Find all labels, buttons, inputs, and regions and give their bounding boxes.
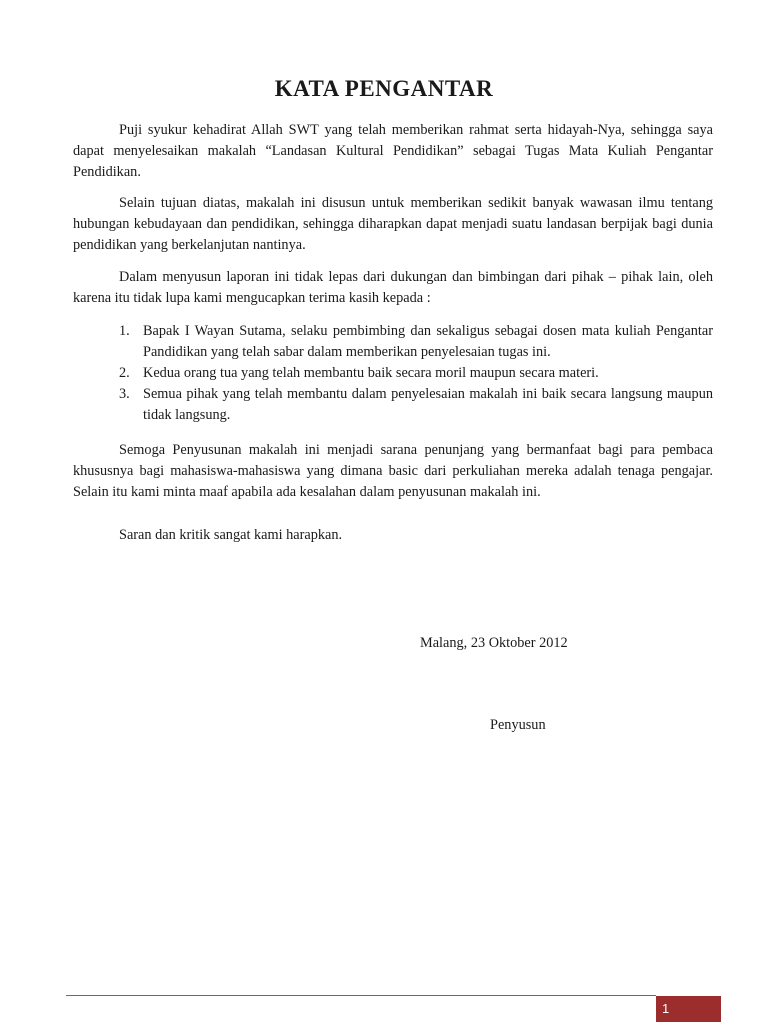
page-number-badge: 1	[656, 996, 721, 1022]
signer-label: Penyusun	[490, 717, 546, 733]
paragraph-text: Dalam menyusun laporan ini tidak lepas dari dukungan dan bimbingan dari pihak – pihak lain, oleh karena itu tidak lupa kami mengucapkan terima kasih kepada :	[73, 269, 713, 306]
list-number: 1.	[119, 323, 130, 339]
thanks-list	[73, 321, 713, 426]
paragraph-text: Saran dan kritik sangat kami harapkan.	[119, 527, 343, 543]
paragraph-text: Semoga Penyusunan makalah ini menjadi sarana penunjang yang bermanfaat bagi para pembaca khususnya bagi mahasiswa-mahasiswa yang dimana basic dari perkuliahan mereka adalah tenaga pengajar. Selain itu kami minta maaf apabila ada kesalahan dalam penyusunan makalah ini.	[73, 442, 713, 500]
list-item-text: Kedua orang tua yang telah membantu baik secara moril maupun secara materi.	[143, 365, 599, 381]
footer-divider	[66, 995, 656, 996]
list-item	[73, 363, 713, 384]
list-item-text: Semua pihak yang telah membantu dalam penyelesaian makalah ini baik secara langsung maupun tidak langsung.	[143, 386, 713, 423]
list-number: 3.	[119, 386, 130, 402]
request-paragraph	[73, 525, 713, 546]
page-title: KATA PENGANTAR	[274, 76, 494, 101]
paragraph-text: Selain tujuan diatas, makalah ini disusun untuk memberikan sedikit banyak wawasan ilmu tentang hubungan kebudayaan dan pendidikan, sehingga diharapkan dapat menjadi suatu landasan berpijak bagi dunia pendidikan yang berkelanjutan nantinya.	[73, 195, 713, 253]
list-number: 2.	[119, 365, 130, 381]
intro-paragraph	[73, 120, 713, 183]
list-item	[73, 321, 713, 363]
closing-paragraph	[73, 440, 713, 503]
purpose-paragraph	[73, 193, 713, 256]
place-date: Malang, 23 Oktober 2012	[420, 635, 568, 651]
thanks-intro-paragraph	[73, 267, 713, 309]
list-item	[73, 384, 713, 426]
paragraph-text: Puji syukur kehadirat Allah SWT yang telah memberikan rahmat serta hidayah-Nya, sehingga saya dapat menyelesaikan makalah “Landasan Kultural Pendidikan” sebagai Tugas Mata Kuliah Pengantar Pendidikan.	[73, 122, 713, 180]
list-item-text: Bapak I Wayan Sutama, selaku pembimbing dan sekaligus sebagai dosen mata kuliah Pengantar Pandidikan yang telah sabar dalam memberikan penyelesaian tugas ini.	[143, 323, 713, 360]
